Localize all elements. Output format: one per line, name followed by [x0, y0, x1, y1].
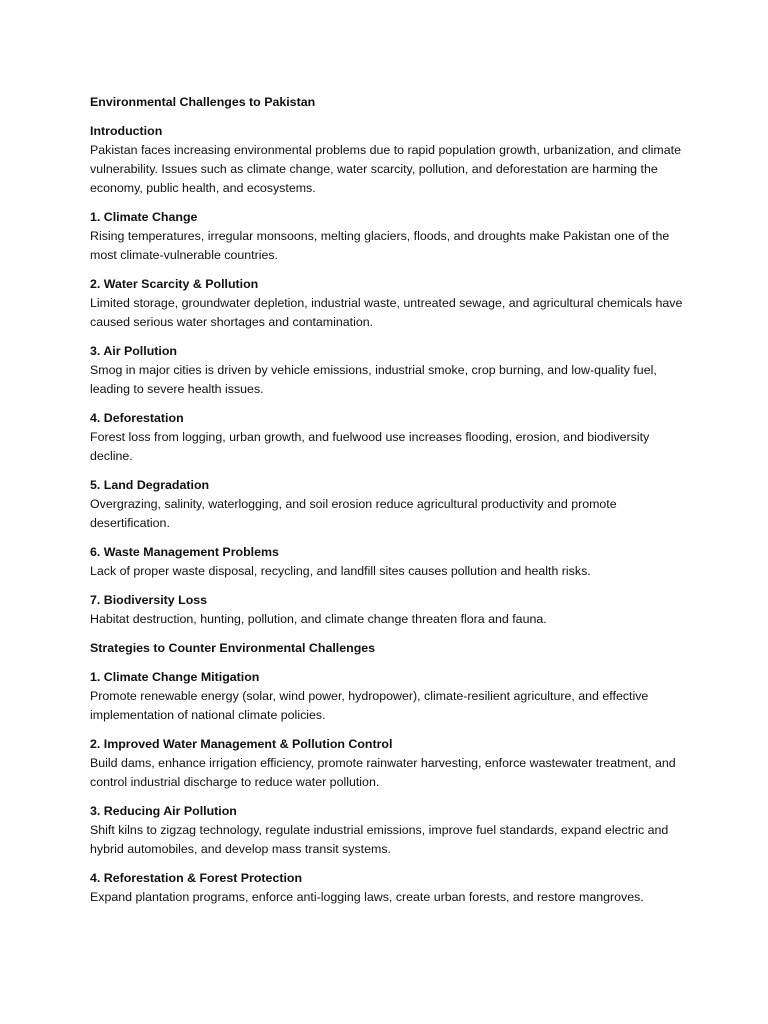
strategy-reforestation	[90, 869, 690, 907]
section-heading: 4. Deforestation	[90, 411, 184, 425]
section-text: Expand plantation programs, enforce anti-logging laws, create urban forests, and restore mangroves.	[90, 890, 644, 904]
challenge-land-degradation	[90, 476, 690, 533]
introduction-section	[90, 122, 690, 198]
section-text: Rising temperatures, irregular monsoons, melting glaciers, floods, and droughts make Pakistan one of the most climate-vulnerable countries.	[90, 229, 670, 262]
section-text: Shift kilns to zigzag technology, regulate industrial emissions, improve fuel standards, expand electric and hybrid automobiles, and develop mass transit systems.	[90, 823, 669, 856]
strategies-title: Strategies to Counter Environmental Challenges	[90, 641, 376, 655]
challenge-biodiversity-loss	[90, 591, 690, 629]
challenge-water-scarcity	[90, 275, 690, 332]
challenge-deforestation	[90, 409, 690, 466]
strategy-water-management	[90, 735, 690, 792]
section-heading: 2. Water Scarcity & Pollution	[90, 277, 259, 291]
section-heading: 1. Climate Change	[90, 210, 198, 224]
section-heading: 5. Land Degradation	[90, 478, 210, 492]
section-text: Limited storage, groundwater depletion, industrial waste, untreated sewage, and agricultural chemicals have caused serious water shortages and contamination.	[90, 296, 683, 329]
section-text: Overgrazing, salinity, waterlogging, and soil erosion reduce agricultural productivity and promote desertification.	[90, 497, 617, 530]
introduction-text: Pakistan faces increasing environmental problems due to rapid population growth, urbanization, and climate vulnerability. Issues such as climate change, water scarcity, pollution, and deforestation are harming the economy, public health, and ecosystems.	[90, 143, 681, 195]
section-heading: 3. Air Pollution	[90, 344, 177, 358]
challenge-climate-change	[90, 208, 690, 265]
section-text: Build dams, enhance irrigation efficiency, promote rainwater harvesting, enforce wastewater treatment, and control industrial discharge to reduce water pollution.	[90, 756, 676, 789]
challenge-air-pollution	[90, 342, 690, 399]
section-heading: 4. Reforestation & Forest Protection	[90, 871, 303, 885]
challenge-waste-management	[90, 543, 690, 581]
document-title: Environmental Challenges to Pakistan	[90, 95, 316, 109]
section-text: Lack of proper waste disposal, recycling, and landfill sites causes pollution and health risks.	[90, 564, 591, 578]
document-page	[90, 93, 690, 917]
section-text: Promote renewable energy (solar, wind power, hydropower), climate-resilient agriculture, and effective implementation of national climate policies.	[90, 689, 649, 722]
section-heading: 3. Reducing Air Pollution	[90, 804, 237, 818]
section-heading: 1. Climate Change Mitigation	[90, 670, 260, 684]
introduction-heading: Introduction	[90, 124, 163, 138]
section-heading: 6. Waste Management Problems	[90, 545, 279, 559]
section-text: Smog in major cities is driven by vehicle emissions, industrial smoke, crop burning, and low-quality fuel, leading to severe health issues.	[90, 363, 657, 396]
section-text: Habitat destruction, hunting, pollution, and climate change threaten flora and fauna.	[90, 612, 547, 626]
section-heading: 7. Biodiversity Loss	[90, 593, 208, 607]
strategy-air-pollution	[90, 802, 690, 859]
strategy-climate-mitigation	[90, 668, 690, 725]
section-text: Forest loss from logging, urban growth, and fuelwood use increases flooding, erosion, and biodiversity decline.	[90, 430, 650, 463]
section-heading: 2. Improved Water Management & Pollution Control	[90, 737, 393, 751]
